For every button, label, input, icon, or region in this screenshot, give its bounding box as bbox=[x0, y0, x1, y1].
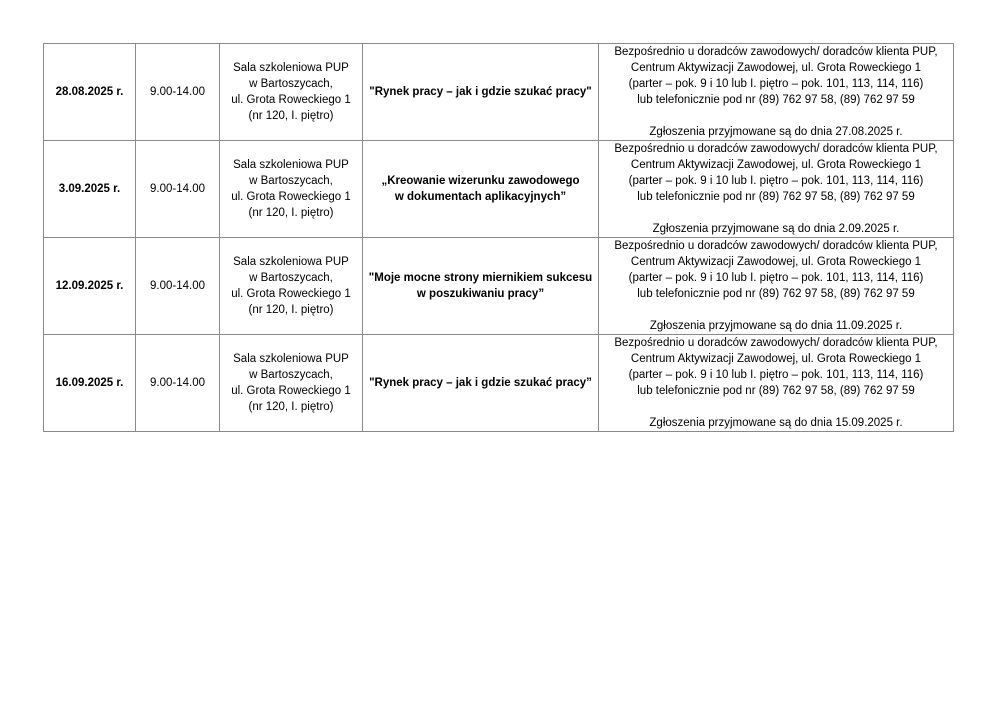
spacer bbox=[603, 302, 949, 318]
topic-line: w poszukiwaniu pracy” bbox=[416, 288, 545, 300]
topic-cell bbox=[363, 44, 599, 141]
date-cell bbox=[44, 335, 136, 432]
signup-cell bbox=[599, 44, 954, 141]
place-line: w Bartoszycach, bbox=[249, 78, 333, 90]
spacer bbox=[603, 108, 949, 124]
table-row bbox=[44, 44, 954, 141]
place-line: ul. Grota Roweckiego 1 bbox=[231, 385, 351, 397]
place-cell bbox=[220, 335, 363, 432]
place-line: Sala szkoleniowa PUP bbox=[233, 256, 349, 268]
signup-deadline: Zgłoszenia przyjmowane są do dnia 11.09.2025 r. bbox=[649, 320, 903, 332]
place-line: (nr 120, I. piętro) bbox=[248, 110, 334, 122]
topic-cell bbox=[363, 335, 599, 432]
event-time: 9.00-14.00 bbox=[150, 86, 205, 98]
time-cell bbox=[136, 238, 220, 335]
signup-cell bbox=[599, 335, 954, 432]
date-cell bbox=[44, 238, 136, 335]
place-line: (nr 120, I. piętro) bbox=[248, 207, 334, 219]
signup-line: Bezpośrednio u doradców zawodowych/ doradców klienta PUP, bbox=[614, 143, 938, 155]
place-line: Sala szkoleniowa PUP bbox=[233, 62, 349, 74]
signup-line: lub telefonicznie pod nr (89) 762 97 58, (89) 762 97 59 bbox=[637, 94, 915, 106]
date-cell bbox=[44, 141, 136, 238]
signup-cell bbox=[599, 141, 954, 238]
place-line: w Bartoszycach, bbox=[249, 369, 333, 381]
signup-line: Bezpośrednio u doradców zawodowych/ doradców klienta PUP, bbox=[614, 240, 938, 252]
signup-line: lub telefonicznie pod nr (89) 762 97 58, (89) 762 97 59 bbox=[637, 385, 915, 397]
signup-line: (parter – pok. 9 i 10 lub I. piętro – pok. 101, 113, 114, 116) bbox=[628, 272, 924, 284]
place-cell bbox=[220, 44, 363, 141]
signup-line: Centrum Aktywizacji Zawodowej, ul. Grota Roweckiego 1 bbox=[630, 353, 922, 365]
signup-line: Centrum Aktywizacji Zawodowej, ul. Grota Roweckiego 1 bbox=[630, 62, 922, 74]
signup-line: (parter – pok. 9 i 10 lub I. piętro – pok. 101, 113, 114, 116) bbox=[628, 78, 924, 90]
topic-cell bbox=[363, 238, 599, 335]
signup-line: Centrum Aktywizacji Zawodowej, ul. Grota Roweckiego 1 bbox=[630, 159, 922, 171]
topic-line: w dokumentach aplikacyjnych” bbox=[394, 191, 567, 203]
signup-line: lub telefonicznie pod nr (89) 762 97 58, (89) 762 97 59 bbox=[637, 191, 915, 203]
signup-line: (parter – pok. 9 i 10 lub I. piętro – pok. 101, 113, 114, 116) bbox=[628, 369, 924, 381]
table-body bbox=[44, 44, 954, 432]
time-cell bbox=[136, 141, 220, 238]
topic-line: "Rynek pracy – jak i gdzie szukać pracy" bbox=[369, 86, 592, 98]
signup-line: Centrum Aktywizacji Zawodowej, ul. Grota Roweckiego 1 bbox=[630, 256, 922, 268]
event-time: 9.00-14.00 bbox=[150, 280, 205, 292]
place-line: ul. Grota Roweckiego 1 bbox=[231, 191, 351, 203]
place-line: (nr 120, I. piętro) bbox=[248, 401, 334, 413]
signup-deadline: Zgłoszenia przyjmowane są do dnia 2.09.2025 r. bbox=[652, 223, 900, 235]
schedule-table bbox=[43, 43, 954, 432]
topic-line: "Rynek pracy – jak i gdzie szukać pracy” bbox=[369, 377, 592, 389]
event-date: 3.09.2025 r. bbox=[58, 183, 121, 195]
topic-line: "Moje mocne strony miernikiem sukcesu bbox=[368, 272, 593, 284]
signup-line: Bezpośrednio u doradców zawodowych/ doradców klienta PUP, bbox=[614, 46, 938, 58]
place-line: w Bartoszycach, bbox=[249, 175, 333, 187]
signup-deadline: Zgłoszenia przyjmowane są do dnia 15.09.2025 r. bbox=[649, 417, 903, 429]
place-line: w Bartoszycach, bbox=[249, 272, 333, 284]
spacer bbox=[603, 205, 949, 221]
topic-cell bbox=[363, 141, 599, 238]
time-cell bbox=[136, 44, 220, 141]
signup-line: (parter – pok. 9 i 10 lub I. piętro – pok. 101, 113, 114, 116) bbox=[628, 175, 924, 187]
table-row bbox=[44, 335, 954, 432]
place-line: (nr 120, I. piętro) bbox=[248, 304, 334, 316]
place-cell bbox=[220, 238, 363, 335]
event-date: 28.08.2025 r. bbox=[55, 86, 124, 98]
table-row bbox=[44, 141, 954, 238]
place-line: Sala szkoleniowa PUP bbox=[233, 353, 349, 365]
place-line: ul. Grota Roweckiego 1 bbox=[231, 288, 351, 300]
signup-cell bbox=[599, 238, 954, 335]
spacer bbox=[603, 399, 949, 415]
event-date: 12.09.2025 r. bbox=[55, 280, 124, 292]
topic-line: „Kreowanie wizerunku zawodowego bbox=[381, 175, 580, 187]
event-time: 9.00-14.00 bbox=[150, 183, 205, 195]
date-cell bbox=[44, 44, 136, 141]
event-time: 9.00-14.00 bbox=[150, 377, 205, 389]
signup-deadline: Zgłoszenia przyjmowane są do dnia 27.08.2025 r. bbox=[649, 126, 903, 138]
event-date: 16.09.2025 r. bbox=[55, 377, 124, 389]
place-cell bbox=[220, 141, 363, 238]
signup-line: lub telefonicznie pod nr (89) 762 97 58, (89) 762 97 59 bbox=[637, 288, 915, 300]
time-cell bbox=[136, 335, 220, 432]
signup-line: Bezpośrednio u doradców zawodowych/ doradców klienta PUP, bbox=[614, 337, 938, 349]
place-line: Sala szkoleniowa PUP bbox=[233, 159, 349, 171]
place-line: ul. Grota Roweckiego 1 bbox=[231, 94, 351, 106]
table-row bbox=[44, 238, 954, 335]
